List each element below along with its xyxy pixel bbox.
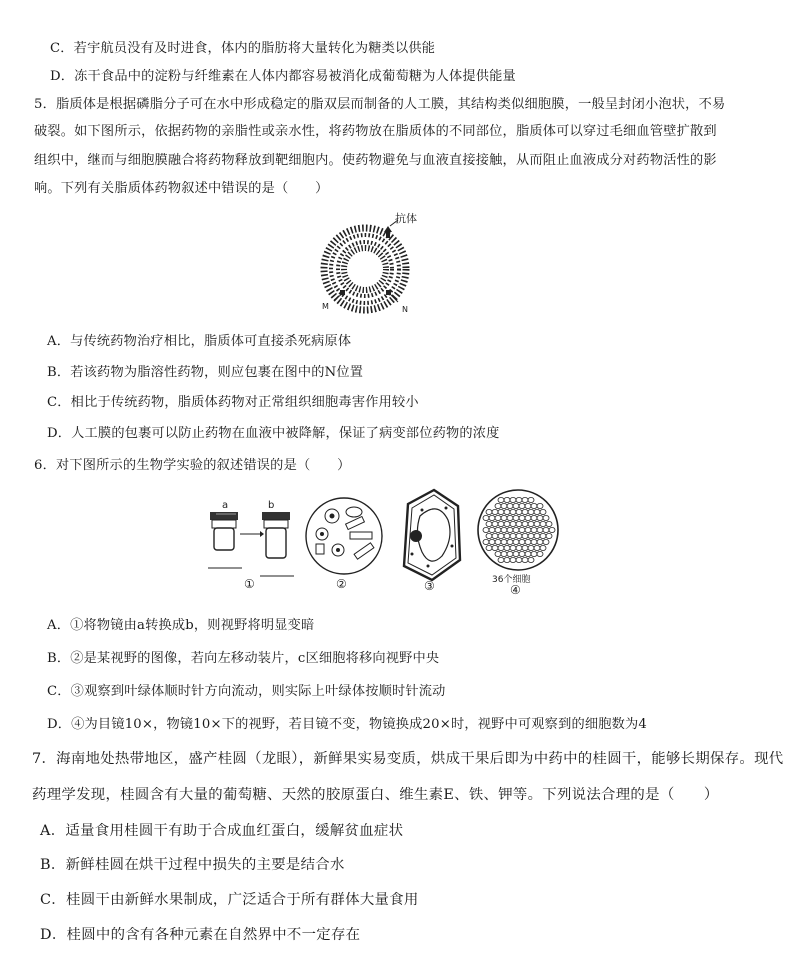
cell-icon [543,527,549,532]
cell-icon [510,521,516,526]
cell-icon [540,533,546,538]
figure-number-1: ① [244,577,255,591]
cell-icon [531,527,537,532]
q6-stem: 6．对下图所示的生物学实验的叙述错误的是（ ） [34,458,351,473]
cell-icon [486,509,492,514]
q7-option-d: D．桂圆中的含有各种元素在自然界中不一定存在 [40,927,361,943]
cell-icon [513,527,519,532]
cell-icon [486,521,492,526]
q6-option-a: A．①将物镜由a转换成b，则视野将明显变暗 [47,618,315,633]
cell-icon [522,509,528,514]
cell-icon [495,527,501,532]
cell-icon [543,539,549,544]
cell-icon [495,515,501,520]
cell-icon [483,539,489,544]
cell-icon [522,557,528,562]
cell-icon [513,503,519,508]
cell-icon [501,515,507,520]
q5-option-d: D．人工膜的包裹可以防止药物在血液中被降解，保证了病变部位药物的浓度 [47,426,500,441]
cell-icon [507,539,513,544]
cell-icon [525,551,531,556]
cell-icon [519,515,525,520]
q7-option-b: B．新鲜桂圆在烘干过程中损失的主要是结合水 [40,857,345,873]
q5-option-b: B．若该药物为脂溶性药物，则应包裹在图中的N位置 [47,365,364,380]
cell-icon [540,509,546,514]
q6-option-b: B．②是某视野的图像，若向左移动装片，c区细胞将移向视野中央 [47,651,440,666]
cell-icon [519,551,525,556]
q7-option-a: A．适量食用桂圆干有助于合成血红蛋白，缓解贫血症状 [40,823,404,839]
cell-icon [501,539,507,544]
antibody-label: 抗体 [395,212,417,225]
cell-icon [540,545,546,550]
cell-icon [516,497,522,502]
q5-option-c: C．相比于传统药物，脂质体药物对正常组织细胞毒害作用较小 [47,395,419,410]
cell-icon [528,509,534,514]
label-m: M [322,302,329,311]
cell-icon [489,539,495,544]
cell-icon [504,509,510,514]
cell-icon [504,521,510,526]
cell-icon [537,527,543,532]
cell-icon [495,539,501,544]
cell-icon [525,539,531,544]
cell-icon [519,527,525,532]
cell-icon [489,515,495,520]
q5-stem-line4: 响。下列有关脂质体药物叙述中错误的是（ ） [34,181,329,196]
cell-icon [498,509,504,514]
cell-icon [516,533,522,538]
cell-icon [531,503,537,508]
cells-count-label: 36个细胞 [492,575,531,585]
label-n: N [402,305,408,314]
plant-cell-figure [394,486,468,594]
cell-icon [513,539,519,544]
q5-stem-line2: 破裂。如下图所示，依据药物的亲脂性或亲水性，将药物放在脂质体的不同部位，脂质体可以穿过毛细血管壁扩散到 [34,124,717,139]
cell-icon [498,497,504,502]
objective-lens-figure [206,496,298,594]
cell-icon [495,503,501,508]
cell-icon [507,551,513,556]
cell-icon [516,557,522,562]
figure-number-4: ④ [510,583,521,596]
cell-icon [516,545,522,550]
cell-icon [534,533,540,538]
cell-icon [501,551,507,556]
cell-icon [513,515,519,520]
cell-icon [528,545,534,550]
field-of-view-figure [302,494,388,594]
cell-icon [549,527,555,532]
cell-icon [522,521,528,526]
q4-option-d: D．冻干食品中的淀粉与纤维素在人体内都容易被消化成葡萄糖为人体提供能量 [50,69,516,84]
cell-icon [537,503,543,508]
cell-icon [492,521,498,526]
cell-icon [528,533,534,538]
cell-icon [528,521,534,526]
lens-a-icon [210,512,238,550]
cell-icon [540,521,546,526]
cell-icon [483,527,489,532]
q7-stem-line1: 7．海南地处热带地区，盛产桂圆（龙眼），新鲜果实易变质，烘成干果后即为中药中的桂圆干，能够长期保存。现代 [32,751,784,767]
cell-icon [483,515,489,520]
q4-option-c: C．若宇航员没有及时进食，体内的脂肪将大量转化为糖类以供能 [50,41,436,56]
cell-icon [528,557,534,562]
cell-icon [531,539,537,544]
q5-stem-line1: 5．脂质体是根据磷脂分子可在水中形成稳定的脂双层而制备的人工膜，其结构类似细胞膜，一般呈封闭小泡状，不易 [34,97,726,112]
cell-icon [516,509,522,514]
cell-icon [531,551,537,556]
cell-icon [492,509,498,514]
cell-icon [504,545,510,550]
cell-icon [486,533,492,538]
cell-icon [537,515,543,520]
cell-icon [537,551,543,556]
lens-b-icon [262,512,290,558]
q7-stem-line2: 药理学发现，桂圆含有大量的葡萄糖、天然的胶原蛋白、维生素E、铁、钾等。下列说法合理的是（ ） [32,787,719,803]
cell-icon [501,503,507,508]
lens-b-label: b [268,500,275,511]
cell-icon [534,545,540,550]
q6-option-d: D．④为目镜10×，物镜10×下的视野，若目镜不变，物镜换成20×时，视野中可观察到的细胞数为4 [47,717,647,732]
cell-icon [546,521,552,526]
cell-icon [504,497,510,502]
cell-icon [495,551,501,556]
figure-number-2: ② [336,577,347,591]
cell-icon [525,515,531,520]
cell-icon [510,509,516,514]
cell-icon [510,533,516,538]
cell-icon [486,545,492,550]
cell-icon [498,521,504,526]
cell-icon [546,533,552,538]
cell-icon [534,509,540,514]
cell-icon [513,551,519,556]
cells-field-figure [470,486,566,596]
cell-icon [543,515,549,520]
cell-icon [534,521,540,526]
cell-icon [510,557,516,562]
cell-icon [498,545,504,550]
cell-icon [522,497,528,502]
cell-icon [498,533,504,538]
cell-icon [522,533,528,538]
q6-option-c: C．③观察到叶绿体顺时针方向流动，则实际上叶绿体按顺时针流动 [47,684,446,699]
cell-icon [537,539,543,544]
cell-icon [501,527,507,532]
lens-a-label: a [222,500,229,511]
cell-icon [507,503,513,508]
q5-option-a: A．与传统药物治疗相比，脂质体可直接杀死病原体 [47,334,352,349]
cell-icon [522,545,528,550]
q5-stem-line3: 组织中，继而与细胞膜融合将药物释放到靶细胞内。使药物避免与血液直接接触，从而阻止血液成分对药物活性的影 [34,153,717,168]
cell-icon [525,527,531,532]
liposome-figure [300,212,440,322]
liposome-core [349,253,381,285]
cell-icon [492,545,498,550]
cell-icon [504,533,510,538]
q7-option-c: C．桂圆干由新鲜水果制成，广泛适合于所有群体大量食用 [40,892,419,908]
cell-icon [489,527,495,532]
figure-number-3: ③ [424,579,435,593]
cell-icon [531,515,537,520]
cell-icon [498,557,504,562]
cell-icon [504,557,510,562]
cell-icon [519,503,525,508]
cell-icon [492,533,498,538]
cell-icon [525,503,531,508]
cell-icon [510,545,516,550]
cell-icon [516,521,522,526]
cell-nucleus-icon [410,530,422,542]
cell-icon [510,497,516,502]
cell-icon [519,539,525,544]
cell-icon [528,497,534,502]
cell-icon [507,515,513,520]
cell-icon [507,527,513,532]
